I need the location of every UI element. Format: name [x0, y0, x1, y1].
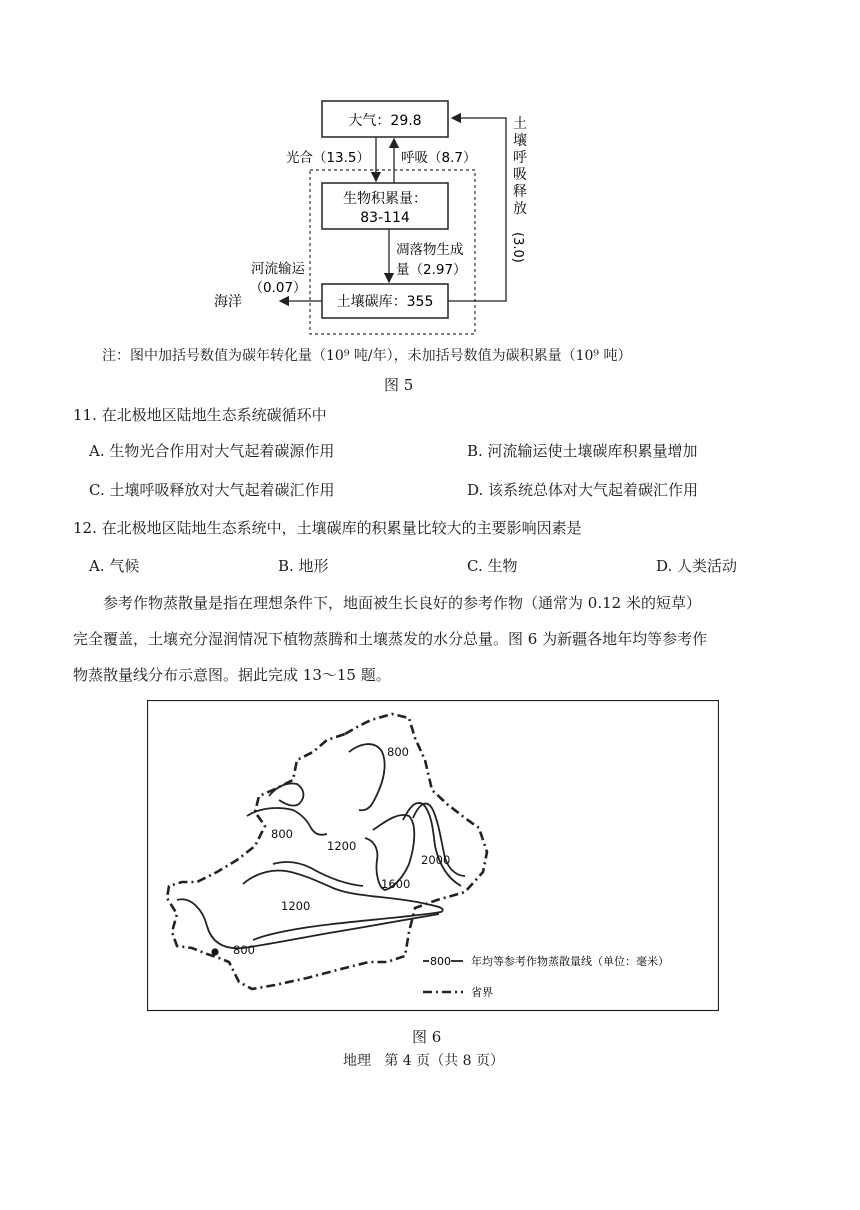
isoline-label-800-west: 800 — [271, 827, 293, 841]
photosynthesis-label: 光合（13.5） — [285, 150, 370, 166]
question-12-option-a[interactable]: A. 气候 — [89, 557, 140, 575]
river-label-line1: 河流输运 — [251, 261, 305, 277]
litter-label-line1: 凋落物生成 — [396, 242, 464, 258]
legend-border-text: 省界 — [471, 986, 493, 999]
question-11-option-b[interactable]: B. 河流输运使土壤碳库积累量增加 — [467, 442, 698, 460]
figure-6-svg — [147, 700, 719, 1012]
question-12-stem: 12. 在北极地区陆地生态系统中，土壤碳库的积累量比较大的主要影响因素是 — [73, 519, 582, 537]
question-12-option-b[interactable]: B. 地形 — [278, 557, 329, 575]
city-dot — [211, 948, 218, 955]
litter-label-line2: 量（2.97） — [396, 262, 467, 278]
soil-release-value: (3.0) — [510, 232, 525, 263]
isoline-label-800-south: 800 — [233, 943, 255, 957]
soil-release-char: 壤 — [513, 133, 527, 149]
soil-release-char: 吸 — [513, 167, 527, 183]
respiration-label: 呼吸（8.7） — [401, 150, 477, 166]
biomass-label-line1: 生物积累量： — [343, 191, 427, 207]
legend-isoline-value: 800 — [430, 955, 451, 968]
question-11-option-d[interactable]: D. 该系统总体对大气起着碳汇作用 — [467, 481, 699, 499]
biomass-label-line2: 83-114 — [360, 210, 410, 226]
ocean-label: 海洋 — [214, 294, 242, 310]
page-footer: 地理 第 4 页（共 8 页） — [343, 1053, 504, 1069]
figure-6-map — [147, 700, 719, 1012]
soil-release-label — [513, 115, 527, 217]
question-11-option-a[interactable]: A. 生物光合作用对大气起着碳源作用 — [89, 442, 335, 460]
question-12-option-d[interactable]: D. 人类活动 — [656, 557, 738, 575]
soil-release-char: 呼 — [513, 150, 527, 166]
river-label-line2: （0.07） — [249, 280, 307, 296]
passage-line-3: 物蒸散量线分布示意图。据此完成 13～15 题。 — [73, 666, 391, 684]
passage-line-2: 完全覆盖，土壤充分湿润情况下植物蒸腾和土壤蒸发的水分总量。图 6 为新疆各地年均等参考作 — [73, 630, 708, 648]
soil-release-char: 释 — [513, 184, 527, 200]
isoline-label-800-north: 800 — [387, 745, 409, 759]
figure-5-svg — [0, 0, 860, 345]
figure-5-caption: 图 5 — [384, 376, 414, 394]
legend-isoline-text: 年均等参考作物蒸散量线（单位：毫米） — [471, 955, 669, 968]
soil-release-char: 土 — [513, 116, 527, 132]
figure-6-caption: 图 6 — [412, 1028, 442, 1046]
isoline-label-2000: 2000 — [421, 853, 451, 867]
soil-release-char: 放 — [513, 201, 527, 217]
question-12-option-c[interactable]: C. 生物 — [467, 557, 518, 575]
atmosphere-label: 大气：29.8 — [348, 113, 422, 129]
soil-carbon-label: 土壤碳库：355 — [336, 294, 434, 310]
isoline-label-1200-north: 1200 — [327, 839, 357, 853]
figure-5-carbon-cycle-diagram — [0, 0, 860, 345]
figure-5-note: 注：图中加括号数值为碳年转化量（10⁹ 吨/年），未加括号数值为碳积累量（10⁹ 吨） — [102, 348, 632, 364]
question-11-option-c[interactable]: C. 土壤呼吸释放对大气起着碳汇作用 — [89, 481, 335, 499]
isoline-label-1600: 1600 — [381, 877, 411, 891]
passage-line-1: 参考作物蒸散量是指在理想条件下，地面被生长良好的参考作物（通常为 0.12 米的短草） — [103, 594, 701, 612]
isoline-label-1200-south: 1200 — [281, 899, 311, 913]
question-11-stem: 11. 在北极地区陆地生态系统碳循环中 — [73, 406, 327, 424]
